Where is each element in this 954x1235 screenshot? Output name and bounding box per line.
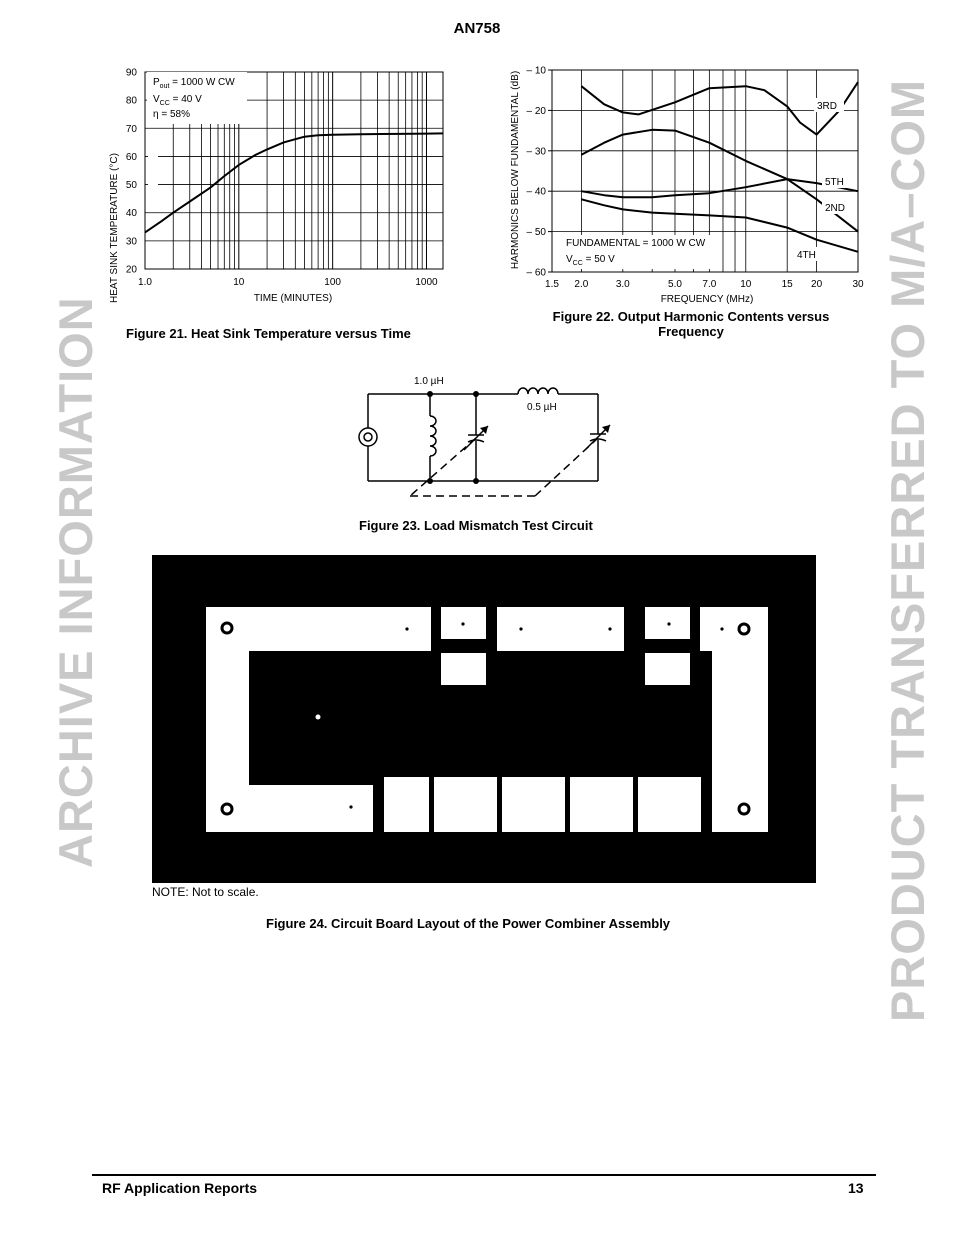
fig22-ytick-label: – 50 [526,227,546,239]
shunt-inductor [430,416,436,456]
transfer-watermark: PRODUCT TRANSFERRED TO M/A–COM [881,78,934,1022]
fig22-ytick-label: – 30 [526,146,546,158]
fig22-xtick-label: 10 [740,279,752,290]
footer-rule [92,1174,876,1176]
pad-top-square-2 [645,607,690,639]
fig22-label-4th: 4TH [797,250,816,261]
fig22-ytick-label: – 10 [526,65,546,77]
fig24-note: NOTE: Not to scale. [152,885,259,899]
page-number: 13 [848,1180,864,1196]
fig22-chart [500,60,870,310]
fig21-xlabel: TIME (MINUTES) [253,293,333,304]
pad-top-center-strip [497,607,624,651]
pad-mid-square-2 [645,653,690,685]
pad-mid-square-1 [441,653,486,685]
fig21-ytick-label: 20 [125,264,137,276]
fig24-caption: Figure 24. Circuit Board Layout of the Power Combiner Assembly [266,916,671,931]
fig21-annot-vcc: $V_{CC} = 40$ V [153,94,202,107]
fig21-ytick-label: 50 [125,180,137,192]
fig21-caption: Figure 21. Heat Sink Temperature versus Time [126,326,411,341]
fig21-xtick-label: 1.0 [138,277,152,288]
via-dot-center [316,715,321,720]
fig22-label-3rd: 3RD [817,101,838,112]
fig21-xtick-label: 100 [324,277,341,288]
pad-bottom-2 [434,777,497,832]
fig22-xtick-label: 7.0 [702,279,717,290]
fig21-ytick-label: 60 [125,151,137,163]
coax-connector-outer [359,428,377,446]
fig22-xlabel: FREQUENCY (MHz) [660,294,754,305]
fig22-label-2nd: 2ND [825,203,846,214]
inductor2-label: 0.5 µH [527,402,557,413]
fig21-ytick-label: 90 [125,67,137,79]
pad-right-column [712,607,768,832]
ganged-linkage [410,438,598,496]
fig22-xtick-label: 15 [781,279,793,290]
fig21-chart [100,60,450,305]
inductor1-label: 1.0 µH [414,376,444,387]
pad-bottom-1 [384,777,429,832]
fig21-ylabel: HEAT SINK TEMPERATURE (°C) [109,153,120,303]
coax-connector-inner [364,433,372,441]
fig21-ytick-label: 30 [125,236,137,248]
footer-title: RF Application Reports [102,1180,258,1196]
fig24-board [152,555,816,883]
fig22-label-5th: 5TH [825,177,844,188]
fig22-annot-fundamental: FUNDAMENTAL = 1000 W CW [566,238,706,249]
fig22-ytick-label: – 40 [526,186,546,198]
fig22-ylabel: HARMONICS BELOW FUNDAMENTAL (dB) [510,70,521,270]
fig21-ytick-label: 40 [125,208,137,220]
fig22-ytick-label: – 20 [526,105,546,117]
fig21-ylabel-bg [148,150,158,210]
fig22-ytick-label: – 60 [526,267,546,279]
fig21-annot-eta: η = 58% [153,109,190,120]
fig22-caption [541,309,841,339]
series-inductor [518,388,558,394]
fig22-xtick-label: 1.5 [545,279,559,290]
pad-bottom-4 [570,777,633,832]
fig21-annot-pout: $P_{out} = 1000$ W CW [153,77,235,90]
fig23-caption: Figure 23. Load Mismatch Test Circuit [359,518,593,533]
fig21-xtick-label: 10 [233,277,245,288]
fig22-caption-line2: Frequency [658,324,724,339]
fig23-circuit [350,370,620,505]
fig22-caption-line1: Figure 22. Output Harmonic Contents versus [552,309,830,324]
fig22-xtick-label: 2.0 [574,279,589,290]
fig22-xtick-label: 20 [811,279,823,290]
fig22-annot-vcc: $V_{CC} = 50$ V [566,254,615,267]
archive-watermark: ARCHIVE INFORMATION [49,296,102,868]
fig21-xtick-label: 1000 [415,277,438,288]
fig22-xtick-label: 3.0 [615,279,630,290]
page-header: AN758 [453,20,501,37]
fig22-xtick-label: 30 [852,279,864,290]
fig21-ytick-label: 70 [125,123,137,135]
fig22-xtick-label: 5.0 [668,279,682,290]
fig21-ytick-label: 80 [125,95,137,107]
pad-bottom-3 [502,777,565,832]
pad-bottom-5 [638,777,701,832]
